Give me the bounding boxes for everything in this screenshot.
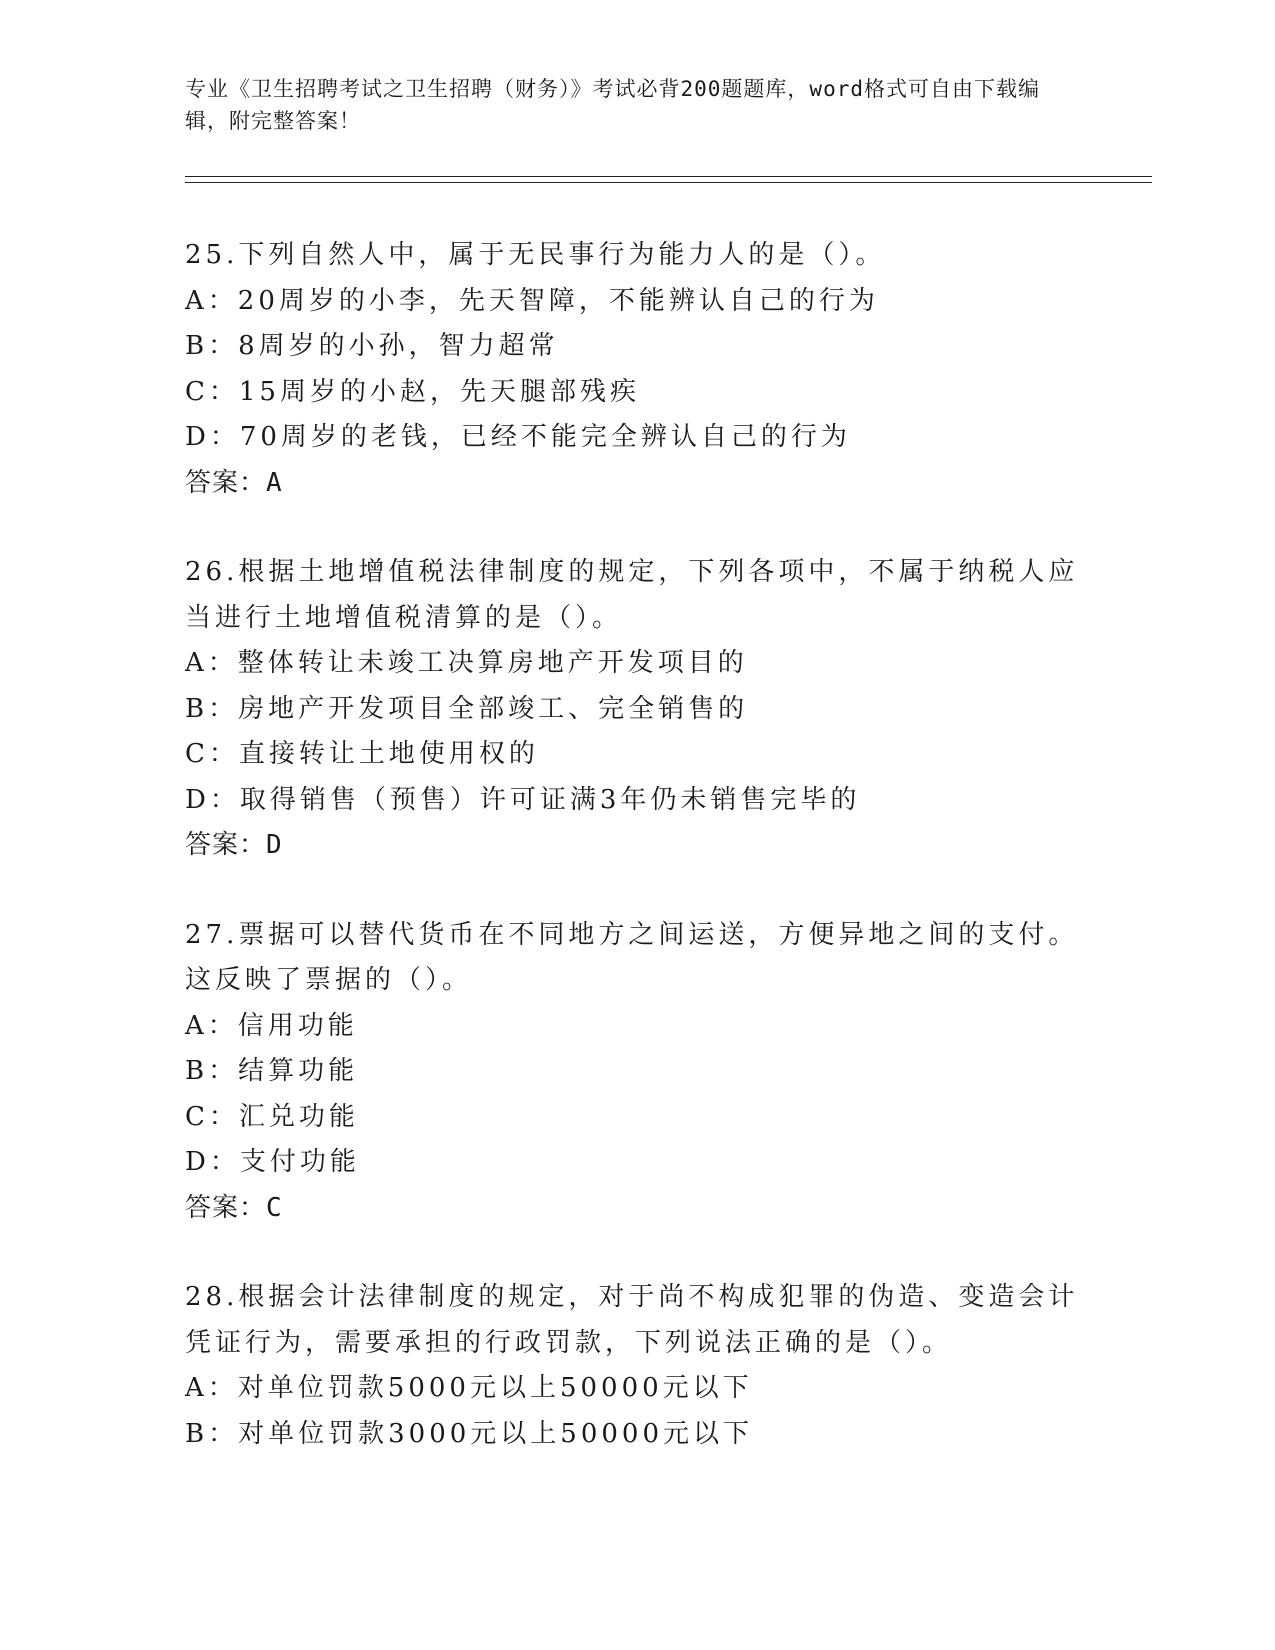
answer-label: 答案： [185,467,267,498]
answer-label: 答案： [185,830,267,860]
answer-line [185,823,1085,869]
option-b: B：房地产开发项目全部竣工、完全销售的 [185,693,749,724]
option-c: C：直接转让土地使用权的 [185,739,539,769]
option-a: A：整体转让未竣工决算房地产开发项目的 [185,648,748,678]
header-divider-bottom [185,182,1152,183]
question-stem: 26.根据土地增值税法律制度的规定，下列各项中，不属于纳税人应当进行土地增值税清算的是（）。 [185,557,1079,633]
option-d: D：取得销售（预售）许可证满3年仍未销售完毕的 [185,784,861,815]
answer-label: 答案： [185,1192,267,1223]
answer-value: C [266,1192,283,1223]
option-c: C：汇兑功能 [185,1101,359,1132]
question-block [185,550,1085,869]
question-block [185,233,1085,506]
answer-value: D [266,830,283,860]
header-divider-top [185,176,1152,177]
document-header: 专业《卫生招聘考试之卫生招聘（财务）》考试必背200题题库，word格式可自由下载编辑，附完整答案！ [185,77,1040,133]
question-list [185,233,1085,1501]
question-stem: 28.根据会计法律制度的规定，对于尚不构成犯罪的伪造、变造会计凭证行为，需要承担的行政罚款，下列说法正确的是（）。 [185,1282,1079,1358]
answer-line [185,1186,1085,1232]
question-block [185,913,1085,1232]
option-b: B：8周岁的小孙，智力超常 [185,331,559,361]
option-a: A：信用功能 [185,1010,358,1041]
option-b: B：结算功能 [185,1056,359,1086]
option-d: D：70周岁的老钱，已经不能完全辨认自己的行为 [185,422,851,452]
question-stem: 25.下列自然人中，属于无民事行为能力人的是（）。 [185,240,886,270]
answer-value: A [266,467,283,498]
option-c: C：15周岁的小赵，先天腿部残疾 [185,376,640,407]
question-stem: 27.票据可以替代货币在不同地方之间运送，方便异地之间的支付。这反映了票据的（）。 [185,919,1079,995]
answer-line [185,461,1085,507]
option-a: A：对单位罚款5000元以上50000元以下 [185,1373,753,1403]
option-b: B：对单位罚款3000元以上50000元以下 [185,1418,753,1449]
option-a: A：20周岁的小李，先天智障，不能辨认自己的行为 [185,285,879,316]
question-block [185,1275,1085,1457]
option-d: D：支付功能 [185,1147,360,1177]
